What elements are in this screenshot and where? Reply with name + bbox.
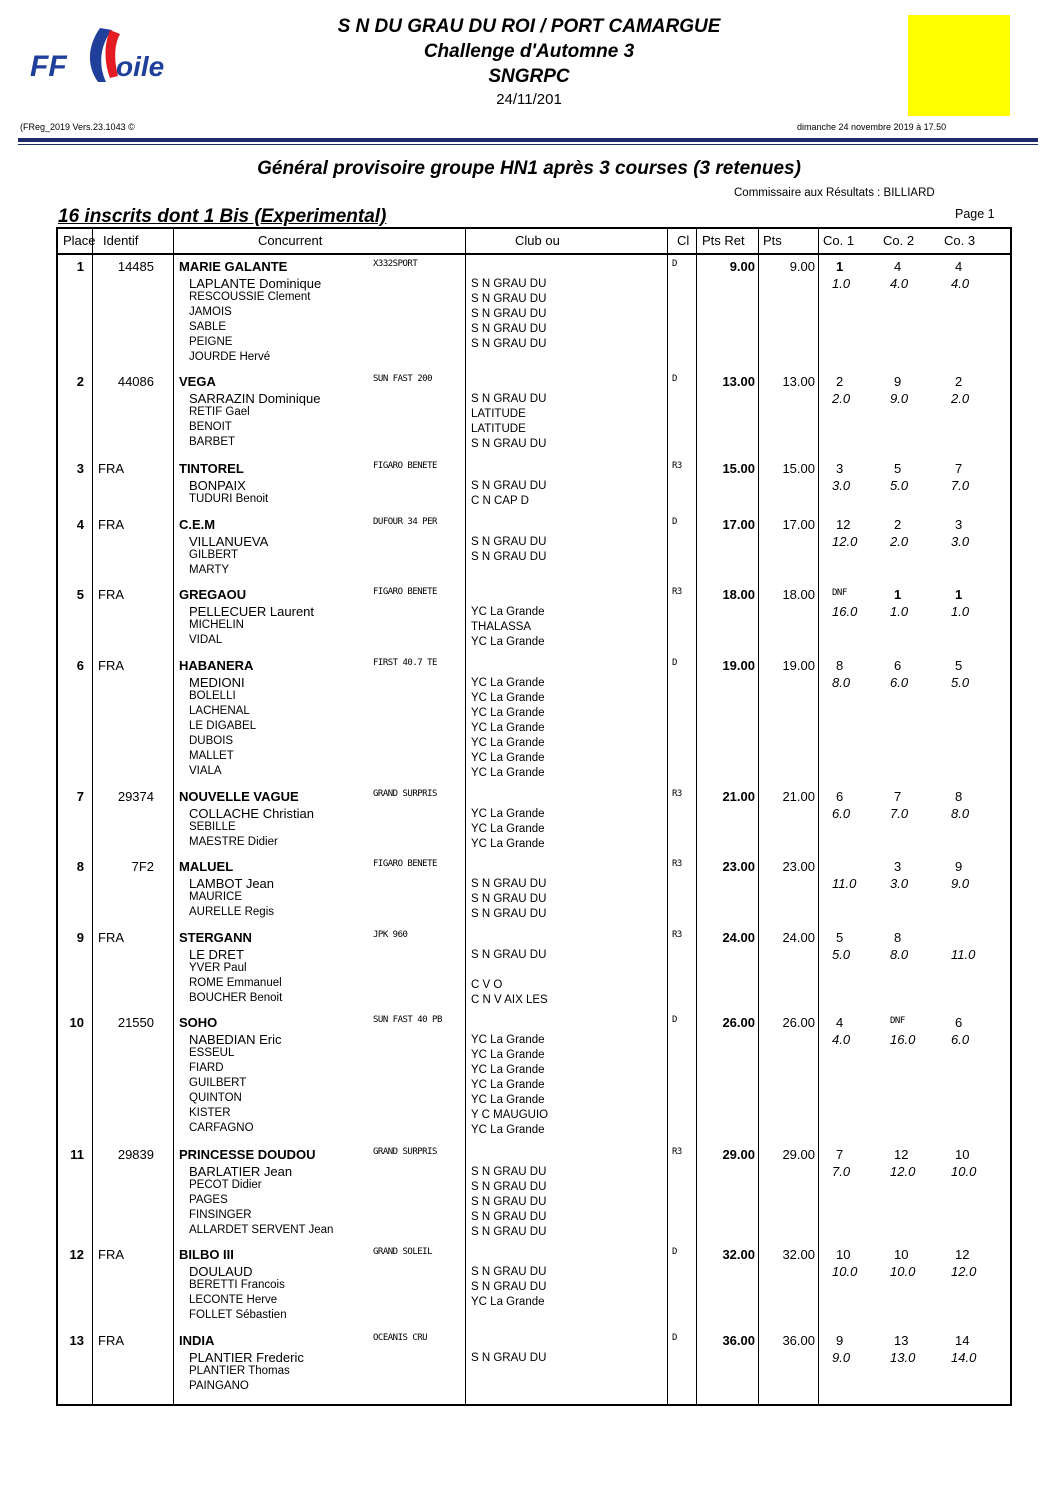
crew-club: S N GRAU DU — [471, 908, 547, 920]
svg-text:oile: oile — [116, 51, 165, 82]
crew-member: JAMOIS — [189, 306, 232, 318]
class: R3 — [672, 461, 682, 471]
pts: 36.00 — [782, 1333, 815, 1348]
col-pts: Pts — [763, 233, 782, 248]
skipper: DOULAUD — [189, 1264, 253, 1279]
place: 5 — [76, 587, 84, 602]
place: 1 — [76, 259, 84, 274]
crew-member: BOUCHER Benoit — [189, 992, 283, 1004]
event-date: 24/11/201 — [496, 91, 562, 108]
pts: 29.00 — [782, 1147, 815, 1162]
col-identif: Identif — [103, 233, 139, 248]
crew-club: S N GRAU DU — [471, 1211, 547, 1223]
crew-member: FIARD — [189, 1062, 224, 1074]
identif: 44086 — [117, 374, 154, 389]
crew-member: PAGES — [189, 1194, 228, 1206]
crew-club: YC La Grande — [471, 1094, 545, 1106]
place: 13 — [69, 1333, 84, 1348]
crew-club: LATITUDE — [471, 423, 526, 435]
class: D — [672, 1247, 677, 1257]
skipper: BARLATIER Jean — [189, 1164, 293, 1179]
crew-member: PECOT Didier — [189, 1179, 262, 1191]
crew-member: QUINTON — [189, 1092, 242, 1104]
page-number: Page 1 — [955, 207, 995, 221]
co-rank: 5 — [894, 461, 902, 476]
pts-ret: 13.00 — [722, 374, 755, 389]
crew-member: YVER Paul — [189, 962, 247, 974]
boat-type: GRAND SOLEIL — [373, 1247, 433, 1257]
pts-ret: 18.00 — [722, 587, 755, 602]
place: 7 — [76, 789, 84, 804]
crew-club: YC La Grande — [471, 1064, 545, 1076]
place: 4 — [76, 517, 84, 532]
class: R3 — [672, 859, 682, 869]
pts: 18.00 — [782, 587, 815, 602]
class: D — [672, 658, 677, 668]
yellow-box — [908, 15, 1010, 116]
boat-type: DUFOUR 34 PER — [373, 517, 437, 527]
co-points: 16.0 — [890, 1032, 916, 1047]
pts: 23.00 — [782, 859, 815, 874]
boat-name: NOUVELLE VAGUE — [179, 789, 299, 804]
crew-club: C N CAP D — [471, 495, 529, 507]
crew-member: VIALA — [189, 765, 222, 777]
class: R3 — [672, 1147, 682, 1157]
crew-club: S N GRAU DU — [471, 438, 547, 450]
co-points: 6.0 — [890, 675, 909, 690]
co-rank: 5 — [836, 930, 844, 945]
inscrits-count: 16 inscrits dont 1 Bis (Experimental) — [58, 206, 387, 227]
crew-club: S N GRAU DU — [471, 893, 547, 905]
co-rank: 2 — [955, 374, 963, 389]
crew-club: S N GRAU DU — [471, 1181, 547, 1193]
col-co1: Co. 1 — [823, 233, 855, 248]
co-rank: 10 — [955, 1147, 970, 1162]
crew-member: PLANTIER Thomas — [189, 1365, 290, 1377]
co-rank: 6 — [894, 658, 902, 673]
boat-name: STERGANN — [179, 930, 252, 945]
co-rank: 8 — [894, 930, 902, 945]
co-rank: 4 — [894, 259, 902, 274]
crew-club: YC La Grande — [471, 1079, 545, 1091]
skipper-club: S N GRAU DU — [471, 1266, 547, 1278]
crew-member: PEIGNE — [189, 336, 233, 348]
co-points: 11.0 — [832, 876, 857, 891]
co-rank: 8 — [836, 658, 844, 673]
boat-type: SUN FAST 40 PB — [373, 1015, 442, 1025]
pts-ret: 19.00 — [722, 658, 755, 673]
pts-ret: 9.00 — [729, 259, 755, 274]
co-points: 1.0 — [890, 604, 909, 619]
crew-member: RETIF Gael — [189, 406, 250, 418]
boat-name: PRINCESSE DOUDOU — [179, 1147, 316, 1162]
boat-name: BILBO III — [179, 1247, 234, 1262]
co-points: 3.0 — [951, 534, 970, 549]
crew-member: MARTY — [189, 564, 230, 576]
co-points: 6.0 — [832, 806, 851, 821]
skipper-club: S N GRAU DU — [471, 1352, 547, 1364]
class: D — [672, 517, 677, 527]
co-rank: 10 — [894, 1247, 909, 1262]
co-rank: DNF — [832, 588, 847, 598]
crew-club: S N GRAU DU — [471, 1226, 547, 1238]
co-rank: 4 — [836, 1015, 844, 1030]
co-points: 4.0 — [832, 1032, 851, 1047]
class: D — [672, 259, 677, 269]
table-header — [58, 229, 1010, 255]
co-points: 7.0 — [832, 1164, 851, 1179]
co-points: 14.0 — [951, 1350, 977, 1365]
place: 12 — [69, 1247, 84, 1262]
co-points: 8.0 — [951, 806, 970, 821]
co-points: 1.0 — [951, 604, 970, 619]
col-club: Club ou — [515, 233, 560, 248]
pts-ret: 26.00 — [722, 1015, 755, 1030]
boat-type: GRAND SURPRIS — [373, 789, 437, 799]
co-points: 13.0 — [890, 1350, 916, 1365]
identif: 29839 — [117, 1147, 154, 1162]
class: D — [672, 374, 677, 384]
skipper: LE DRET — [189, 947, 244, 962]
class: R3 — [672, 789, 682, 799]
boat-name: HABANERA — [179, 658, 254, 673]
place: 9 — [76, 930, 84, 945]
class: D — [672, 1015, 677, 1025]
co-rank: 7 — [955, 461, 963, 476]
co-rank: 5 — [955, 658, 963, 673]
co-rank: 9 — [894, 374, 902, 389]
class: R3 — [672, 587, 682, 597]
skipper: PELLECUER Laurent — [189, 604, 315, 619]
crew-club: YC La Grande — [471, 838, 545, 850]
crew-club: S N GRAU DU — [471, 551, 547, 563]
co-points: 10.0 — [951, 1164, 977, 1179]
co-points: 12.0 — [832, 534, 858, 549]
co-rank: DNF — [890, 1016, 905, 1026]
crew-club: S N GRAU DU — [471, 338, 547, 350]
pts-ret: 21.00 — [722, 789, 755, 804]
co-points: 8.0 — [890, 947, 909, 962]
co-points: 5.0 — [832, 947, 851, 962]
printed-date: dimanche 24 novembre 2019 à 17.50 — [797, 122, 947, 132]
co-rank: 3 — [955, 517, 963, 532]
identif: FRA — [98, 1333, 124, 1348]
skipper-club: S N GRAU DU — [471, 393, 547, 405]
crew-member: FINSINGER — [189, 1209, 252, 1221]
crew-club: C V O — [471, 979, 503, 991]
crew-club: YC La Grande — [471, 707, 545, 719]
club-title: S N DU GRAU DU ROI / PORT CAMARGUE — [337, 16, 721, 37]
co-rank: 12 — [836, 517, 851, 532]
co-points: 10.0 — [832, 1264, 858, 1279]
co-points: 3.0 — [890, 876, 909, 891]
co-points: 9.0 — [951, 876, 970, 891]
crew-club: YC La Grande — [471, 1296, 545, 1308]
crew-member: LACHENAL — [189, 705, 250, 717]
co-points: 10.0 — [890, 1264, 916, 1279]
crew-club: YC La Grande — [471, 722, 545, 734]
skipper: LAMBOT Jean — [189, 876, 275, 891]
co-rank: 6 — [836, 789, 844, 804]
co-rank: 12 — [894, 1147, 909, 1162]
crew-member: KISTER — [189, 1107, 231, 1119]
pts: 15.00 — [782, 461, 815, 476]
co-points: 8.0 — [832, 675, 851, 690]
crew-member: MICHELIN — [189, 619, 244, 631]
co-points: 12.0 — [951, 1264, 977, 1279]
crew-member: VIDAL — [189, 634, 223, 646]
skipper-club: S N GRAU DU — [471, 1166, 547, 1178]
crew-member: ESSEUL — [189, 1047, 235, 1059]
skipper: VILLANUEVA — [189, 534, 269, 549]
co-rank: 9 — [836, 1333, 844, 1348]
col-co3: Co. 3 — [944, 233, 976, 248]
crew-club: YC La Grande — [471, 1124, 545, 1136]
crew-member: PAINGANO — [189, 1380, 249, 1392]
skipper-club: YC La Grande — [471, 606, 545, 618]
identif: FRA — [98, 1247, 124, 1262]
co-rank: 9 — [955, 859, 963, 874]
crew-member: GILBERT — [189, 549, 238, 561]
co-points: 6.0 — [951, 1032, 970, 1047]
header-rule — [18, 138, 1038, 142]
co-rank: 4 — [955, 259, 963, 274]
co-points: 5.0 — [890, 478, 909, 493]
co-rank: 8 — [955, 789, 963, 804]
pts-ret: 29.00 — [722, 1147, 755, 1162]
crew-member: LE DIGABEL — [189, 720, 257, 732]
co-points: 4.0 — [890, 276, 909, 291]
skipper-club: S N GRAU DU — [471, 536, 547, 548]
pts: 13.00 — [782, 374, 815, 389]
skipper: MEDIONI — [189, 675, 245, 690]
skipper-club: YC La Grande — [471, 677, 545, 689]
commissaire: Commissaire aux Résultats : BILLIARD — [734, 187, 935, 199]
co-points: 5.0 — [951, 675, 970, 690]
co-rank: 1 — [894, 587, 902, 602]
skipper: LAPLANTE Dominique — [189, 276, 322, 291]
identif: FRA — [98, 517, 124, 532]
header-rule-thin — [18, 144, 1038, 145]
crew-member: BERETTI Francois — [189, 1279, 285, 1291]
boat-name: MARIE GALANTE — [179, 259, 288, 274]
crew-member: CARFAGNO — [189, 1122, 254, 1134]
crew-member: LECONTE Herve — [189, 1294, 278, 1306]
crew-club: S N GRAU DU — [471, 323, 547, 335]
pts-ret: 32.00 — [722, 1247, 755, 1262]
crew-member: AURELLE Regis — [189, 906, 275, 918]
boat-name: SOHO — [179, 1015, 218, 1030]
crew-member: SABLE — [189, 321, 227, 333]
pts: 24.00 — [782, 930, 815, 945]
crew-club: S N GRAU DU — [471, 293, 547, 305]
crew-member: FOLLET Sébastien — [189, 1309, 287, 1321]
co-rank: 10 — [836, 1247, 851, 1262]
crew-club: C N V AIX LES — [471, 994, 548, 1006]
boat-type: FIGARO BENETE — [373, 461, 437, 471]
crew-member: DUBOIS — [189, 735, 234, 747]
co-points: 3.0 — [832, 478, 851, 493]
skipper-club: S N GRAU DU — [471, 278, 547, 290]
pts-ret: 23.00 — [722, 859, 755, 874]
crew-member: MALLET — [189, 750, 234, 762]
boat-name: INDIA — [179, 1333, 215, 1348]
crew-club: LATITUDE — [471, 408, 526, 420]
pts: 26.00 — [782, 1015, 815, 1030]
crew-member: SEBILLE — [189, 821, 236, 833]
crew-club: YC La Grande — [471, 752, 545, 764]
place: 2 — [76, 374, 84, 389]
place: 11 — [70, 1147, 84, 1162]
skipper: COLLACHE Christian — [189, 806, 314, 821]
identif: FRA — [98, 930, 124, 945]
boat-type: GRAND SURPRIS — [373, 1147, 437, 1157]
pts: 19.00 — [782, 658, 815, 673]
co-points: 2.0 — [832, 391, 851, 406]
boat-type: JPK 960 — [373, 930, 408, 940]
crew-club: S N GRAU DU — [471, 1281, 547, 1293]
svg-text:FF: FF — [30, 50, 67, 83]
software-version: (FReg_2019 Vers.23.1043 © — [20, 122, 135, 132]
skipper-club: S N GRAU DU — [471, 949, 547, 961]
identif: 29374 — [117, 789, 154, 804]
pts-ret: 15.00 — [722, 461, 755, 476]
crew-club: Y C MAUGUIO — [471, 1109, 549, 1121]
crew-club: YC La Grande — [471, 823, 545, 835]
boat-type: FIGARO BENETE — [373, 859, 437, 869]
crew-member: BOLELLI — [189, 690, 236, 702]
co-points: 2.0 — [890, 534, 909, 549]
co-rank: 13 — [894, 1333, 909, 1348]
boat-name: TINTOREL — [179, 461, 244, 476]
co-rank: 3 — [836, 461, 844, 476]
co-points: 12.0 — [890, 1164, 916, 1179]
boat-type: FIRST 40.7 TE — [373, 658, 437, 668]
skipper: PLANTIER Frederic — [189, 1350, 304, 1365]
crew-member: ALLARDET SERVENT Jean — [189, 1224, 334, 1236]
boat-type: OCEANIS CRU — [373, 1333, 428, 1343]
crew-club: YC La Grande — [471, 636, 545, 648]
co-points: 9.0 — [890, 391, 909, 406]
co-rank: 3 — [894, 859, 902, 874]
co-rank: 12 — [955, 1247, 970, 1262]
place: 8 — [76, 859, 84, 874]
co-rank: 1 — [836, 259, 844, 274]
skipper: NABEDIAN Eric — [189, 1032, 282, 1047]
co-points: 1.0 — [832, 276, 851, 291]
co-rank: 1 — [955, 587, 963, 602]
crew-member: TUDURI Benoit — [189, 493, 269, 505]
results-table — [56, 227, 1012, 1406]
co-rank: 2 — [836, 374, 844, 389]
boat-name: MALUEL — [179, 859, 234, 874]
crew-club: YC La Grande — [471, 767, 545, 779]
co-points: 9.0 — [832, 1350, 851, 1365]
pts: 32.00 — [782, 1247, 815, 1262]
crew-club: S N GRAU DU — [471, 1196, 547, 1208]
crew-club: YC La Grande — [471, 737, 545, 749]
skipper-club: S N GRAU DU — [471, 480, 547, 492]
results-title: Général provisoire groupe HN1 après 3 courses (3 retenues) — [257, 158, 801, 179]
co-rank: 6 — [955, 1015, 963, 1030]
boat-name: GREGAOU — [179, 587, 247, 602]
class: R3 — [672, 930, 682, 940]
crew-club: THALASSA — [471, 621, 532, 633]
crew-member: BENOIT — [189, 421, 232, 433]
identif: FRA — [98, 461, 124, 476]
pts: 9.00 — [789, 259, 815, 274]
crew-member: JOURDE Hervé — [189, 351, 271, 363]
co-rank: 2 — [894, 517, 902, 532]
co-points: 4.0 — [951, 276, 970, 291]
event-code: SNGRPC — [488, 66, 570, 87]
boat-type: FIGARO BENETE — [373, 587, 437, 597]
class: D — [672, 1333, 677, 1343]
identif: FRA — [98, 587, 124, 602]
boat-type: SUN FAST 200 — [373, 374, 433, 384]
crew-club: YC La Grande — [471, 692, 545, 704]
event-title: Challenge d'Automne 3 — [423, 41, 635, 62]
crew-member: MAESTRE Didier — [189, 836, 278, 848]
col-pts-ret: Pts Ret — [702, 233, 745, 248]
identif: FRA — [98, 658, 124, 673]
skipper-club: S N GRAU DU — [471, 878, 547, 890]
skipper-club: YC La Grande — [471, 808, 545, 820]
place: 3 — [76, 461, 84, 476]
crew-member: BARBET — [189, 436, 236, 448]
co-rank: 7 — [894, 789, 902, 804]
crew-member: MAURICE — [189, 891, 243, 903]
co-rank: 14 — [955, 1333, 970, 1348]
boat-type: X332SPORT — [373, 259, 418, 269]
col-place: Place — [63, 233, 96, 248]
co-rank: 7 — [836, 1147, 844, 1162]
boat-name: C.E.M — [179, 517, 216, 532]
co-points: 11.0 — [951, 947, 976, 962]
skipper: BONPAIX — [189, 478, 246, 493]
crew-member: GUILBERT — [189, 1077, 247, 1089]
pts-ret: 24.00 — [722, 930, 755, 945]
col-concurrent: Concurrent — [258, 233, 323, 248]
pts-ret: 36.00 — [722, 1333, 755, 1348]
crew-member: ROME Emmanuel — [189, 977, 282, 989]
crew-club: YC La Grande — [471, 1049, 545, 1061]
place: 6 — [76, 658, 84, 673]
crew-member: RESCOUSSIE Clement — [189, 291, 311, 303]
identif: 14485 — [117, 259, 154, 274]
col-cl: Cl — [677, 233, 690, 248]
crew-club: S N GRAU DU — [471, 308, 547, 320]
place: 10 — [69, 1015, 84, 1030]
pts-ret: 17.00 — [722, 517, 755, 532]
skipper: SARRAZIN Dominique — [189, 391, 321, 406]
col-co2: Co. 2 — [883, 233, 915, 248]
boat-name: VEGA — [179, 374, 216, 389]
co-points: 7.0 — [951, 478, 970, 493]
skipper-club: YC La Grande — [471, 1034, 545, 1046]
co-points: 2.0 — [951, 391, 970, 406]
co-points: 7.0 — [890, 806, 909, 821]
pts: 17.00 — [782, 517, 815, 532]
identif: 7F2 — [131, 859, 154, 874]
identif: 21550 — [117, 1015, 154, 1030]
co-points: 16.0 — [832, 604, 858, 619]
pts: 21.00 — [782, 789, 815, 804]
